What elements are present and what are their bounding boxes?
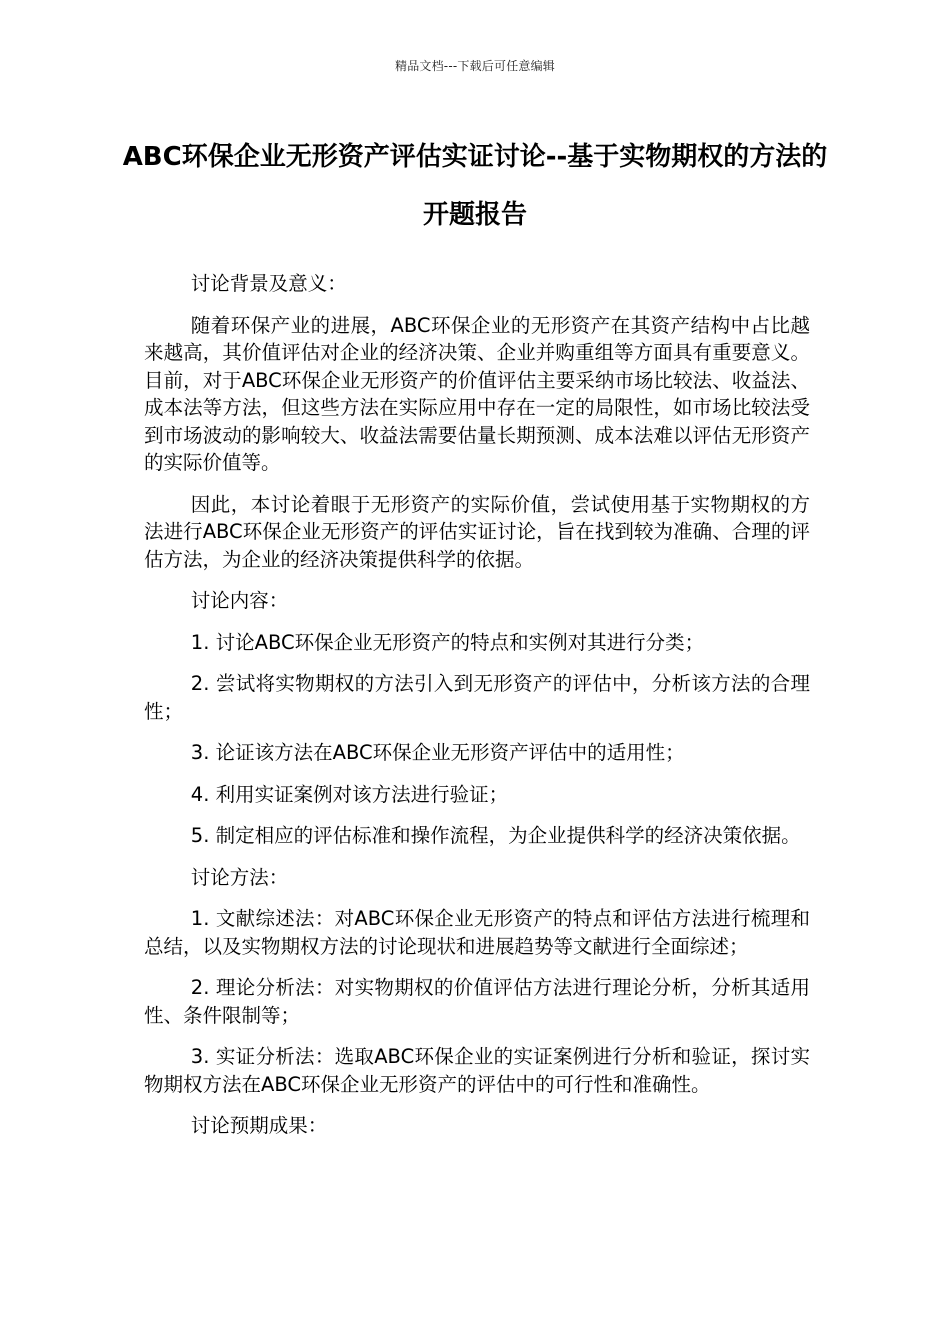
method-item: 1. 文献综述法：对ABC环保企业无形资产的特点和评估方法进行梳理和总结，以及实物期权方法的讨论现状和进展趋势等文献进行全面综述； — [144, 907, 810, 958]
content-item: 1. 讨论ABC环保企业无形资产的特点和实例对其进行分类； — [190, 630, 705, 654]
content-item: 2. 尝试将实物期权的方法引入到无形资产的评估中，分析该方法的合理性； — [144, 672, 810, 723]
content-item: 3. 论证该方法在ABC环保企业无形资产评估中的适用性； — [190, 741, 685, 764]
document-body — [144, 270, 810, 1154]
content-heading: 讨论内容： — [190, 589, 289, 612]
method-item: 2. 理论分析法：对实物期权的价值评估方法进行理论分析，分析其适用性、条件限制等； — [144, 976, 810, 1027]
document-title: ABC环保企业无形资产评估实证讨论--基于实物期权的方法的开题报告 — [122, 142, 828, 230]
background-paragraph-1: 随着环保产业的进展，ABC环保企业的无形资产在其资产结构中占比越来越高，其价值评估对企业的经济决策、企业并购重组等方面具有重要意义。目前，对于ABC环保企业无形资产的价值评估主要采纳市场比较法、收益法、成本法等方法，但这些方法在实际应用中存在一定的局限性，如市场比较法受到市场波动的影响较大、收益法需要估量长期预测、成本法难以评估无形资产的实际价值等。 — [144, 313, 810, 474]
header-note: 精品文档---下载后可任意编辑 — [395, 59, 555, 73]
method-item: 3. 实证分析法：选取ABC环保企业的实证案例进行分析和验证，探讨实物期权方法在ABC环保企业无形资产的评估中的可行性和准确性。 — [144, 1045, 810, 1096]
method-heading: 讨论方法： — [190, 865, 289, 889]
content-item: 5. 制定相应的评估标准和操作流程，为企业提供科学的经济决策依据。 — [190, 824, 801, 847]
content-item: 4. 利用实证案例对该方法进行验证； — [190, 782, 509, 806]
results-heading: 讨论预期成果： — [190, 1114, 328, 1137]
background-heading: 讨论背景及意义： — [190, 272, 347, 295]
background-paragraph-2: 因此，本讨论着眼于无形资产的实际价值，尝试使用基于实物期权的方法进行ABC环保企业无形资产的评估实证讨论，旨在找到较为准确、合理的评估方法，为企业的经济决策提供科学的依据。 — [144, 492, 810, 571]
